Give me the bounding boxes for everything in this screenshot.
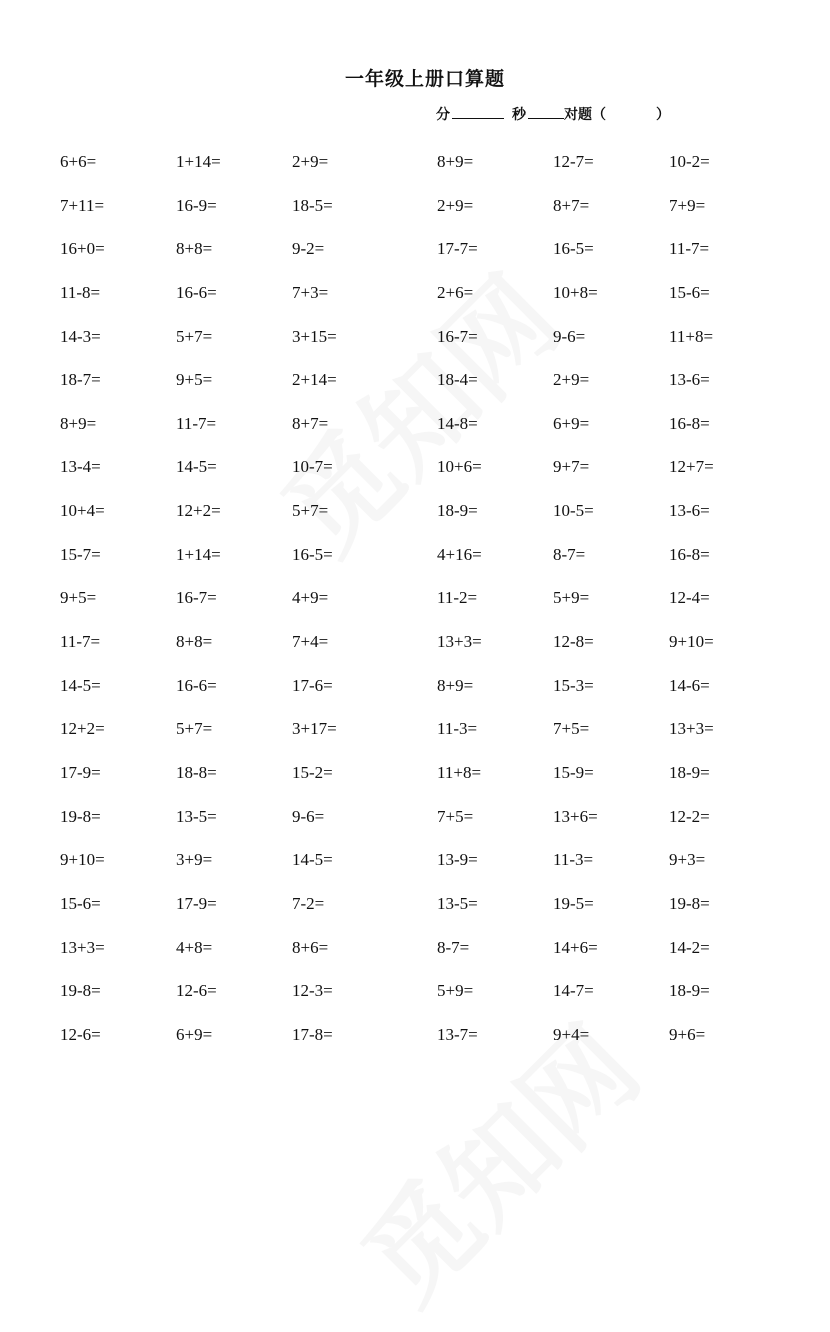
problem-cell: 17-8= (292, 1024, 333, 1044)
problem-cell: 8+7= (292, 413, 329, 433)
problem-cell: 15-6= (60, 893, 101, 913)
problem-cell: 13-7= (437, 1024, 478, 1044)
problem-cell: 17-7= (437, 239, 478, 259)
problem-cell: 19-8= (60, 981, 101, 1001)
problem-cell: 9+7= (553, 457, 590, 477)
problem-cell: 19-5= (553, 893, 594, 913)
problem-cell: 11-7= (176, 413, 217, 433)
problem-cell: 16-8= (669, 544, 710, 564)
problem-cell: 11-7= (669, 239, 710, 259)
problem-cell: 13-6= (669, 370, 710, 390)
problem-cell: 9-6= (292, 806, 325, 826)
problem-cell: 14-5= (176, 457, 217, 477)
problem-cell: 11+8= (437, 762, 482, 782)
problem-cell: 14-5= (292, 850, 333, 870)
problem-cell: 7-2= (292, 893, 325, 913)
problem-cell: 5+7= (292, 501, 329, 521)
problem-cell: 4+16= (437, 544, 482, 564)
problem-cell: 6+9= (176, 1024, 213, 1044)
score-line (436, 104, 670, 124)
problem-cell: 3+9= (176, 850, 213, 870)
page-title: 一年级上册口算题 (344, 68, 505, 90)
problem-cell: 1+14= (176, 544, 221, 564)
problem-cell: 16-6= (176, 282, 217, 302)
problem-cell: 5+7= (176, 719, 213, 739)
problem-cell: 10-5= (553, 501, 594, 521)
problem-cell: 16-5= (553, 239, 594, 259)
problem-cell: 11-7= (60, 632, 101, 652)
problem-cell: 8+7= (553, 195, 590, 215)
problem-cell: 12-3= (292, 981, 333, 1001)
problem-cell: 10-2= (669, 152, 710, 171)
problem-cell: 13-4= (60, 457, 101, 477)
problem-cell: 2+14= (292, 370, 337, 390)
problem-cell: 9-6= (553, 326, 586, 346)
problem-cell: 13-9= (437, 850, 478, 870)
problem-cell: 14-6= (669, 675, 710, 695)
problem-grid (60, 150, 759, 1066)
minute-label: 分 (436, 107, 450, 123)
problem-cell: 10+4= (60, 501, 105, 521)
problem-cell: 16+0= (60, 239, 105, 259)
problem-cell: 15-6= (669, 282, 710, 302)
problem-cell: 14-5= (60, 675, 101, 695)
second-label: 秒 (512, 107, 526, 123)
problem-cell: 8+8= (176, 632, 213, 652)
problem-cell: 8+6= (292, 937, 329, 957)
problem-cell: 18-5= (292, 195, 333, 215)
problem-cell: 7+5= (553, 719, 590, 739)
problem-cell: 2+9= (292, 152, 329, 171)
problem-cell: 18-9= (669, 762, 710, 782)
problem-cell: 8-7= (553, 544, 586, 564)
problem-cell: 9+10= (669, 632, 714, 652)
problem-cell: 14-8= (437, 413, 478, 433)
problem-cell: 3+15= (292, 326, 337, 346)
problem-cell: 11+8= (669, 326, 714, 346)
problem-cell: 10+6= (437, 457, 482, 477)
problem-cell: 12-4= (669, 588, 710, 608)
problem-cell: 2+9= (437, 195, 474, 215)
problem-cell: 16-8= (669, 413, 710, 433)
problem-cell: 5+9= (553, 588, 590, 608)
problem-cell: 11-8= (60, 282, 101, 302)
problem-cell: 9+10= (60, 850, 105, 870)
problem-cell: 6+9= (553, 413, 590, 433)
problem-cell: 18-9= (437, 501, 478, 521)
problem-cell: 2+9= (553, 370, 590, 390)
problem-cell: 9+5= (176, 370, 213, 390)
problem-cell: 16-7= (176, 588, 217, 608)
problem-cell: 3+17= (292, 719, 337, 739)
problem-cell: 12-7= (553, 152, 594, 171)
problem-cell: 15-7= (60, 544, 101, 564)
problem-cell: 4+8= (176, 937, 213, 957)
problem-cell: 9-2= (292, 239, 325, 259)
problem-cell: 2+6= (437, 282, 474, 302)
problem-cell: 16-5= (292, 544, 333, 564)
minute-blank (452, 106, 504, 119)
problem-cell: 13+3= (60, 937, 105, 957)
correct-close-paren: ） (656, 107, 670, 123)
problem-cell: 12-6= (60, 1024, 101, 1044)
problem-cell: 8-7= (437, 937, 470, 957)
second-blank (528, 106, 564, 119)
problem-cell: 8+9= (437, 152, 474, 171)
problem-cell: 11-3= (553, 850, 594, 870)
problem-cell: 5+9= (437, 981, 474, 1001)
problem-cell: 12-2= (669, 806, 710, 826)
problem-cell: 14-2= (669, 937, 710, 957)
problem-cell: 8+8= (176, 239, 213, 259)
problem-cell: 8+9= (60, 413, 97, 433)
problem-cell: 15-9= (553, 762, 594, 782)
problem-cell: 17-6= (292, 675, 333, 695)
problem-cell: 8+9= (437, 675, 474, 695)
problem-cell: 17-9= (60, 762, 101, 782)
problem-cell: 18-9= (669, 981, 710, 1001)
problem-cell: 11-3= (437, 719, 478, 739)
problem-cell: 14-7= (553, 981, 594, 1001)
problem-cell: 10-7= (292, 457, 333, 477)
problem-cell: 5+7= (176, 326, 213, 346)
problem-cell: 12+2= (176, 501, 221, 521)
problem-cell: 7+3= (292, 282, 329, 302)
problem-cell: 19-8= (60, 806, 101, 826)
problem-cell: 19-8= (669, 893, 710, 913)
problem-cell: 12-8= (553, 632, 594, 652)
problem-cell: 15-2= (292, 762, 333, 782)
problem-cell: 12-6= (176, 981, 217, 1001)
problem-cell: 16-7= (437, 326, 478, 346)
problem-cell: 4+9= (292, 588, 329, 608)
problem-cell: 9+3= (669, 850, 706, 870)
problem-cell: 12+2= (60, 719, 105, 739)
problem-cell: 13-5= (176, 806, 217, 826)
problem-cell: 7+4= (292, 632, 329, 652)
problem-cell: 9+5= (60, 588, 97, 608)
problem-cell: 13-6= (669, 501, 710, 521)
problem-cell: 9+4= (553, 1024, 590, 1044)
problem-cell: 7+11= (60, 195, 105, 215)
problem-cell: 13+6= (553, 806, 598, 826)
problem-cell: 14+6= (553, 937, 598, 957)
problem-cell: 7+5= (437, 806, 474, 826)
problem-cell: 16-9= (176, 195, 217, 215)
problem-cell: 9+6= (669, 1024, 706, 1044)
problem-cell: 13+3= (437, 632, 482, 652)
problem-cell: 15-3= (553, 675, 594, 695)
problem-cell: 6+6= (60, 152, 97, 171)
problem-cell: 17-9= (176, 893, 217, 913)
correct-label: 对题（ (564, 107, 606, 123)
problem-cell: 18-4= (437, 370, 478, 390)
problem-cell: 18-8= (176, 762, 217, 782)
problem-cell: 18-7= (60, 370, 101, 390)
problem-cell: 12+7= (669, 457, 714, 477)
problem-cell: 7+9= (669, 195, 706, 215)
problem-cell: 11-2= (437, 588, 478, 608)
problem-cell: 13+3= (669, 719, 714, 739)
problem-cell: 1+14= (176, 152, 221, 171)
problem-cell: 10+8= (553, 282, 598, 302)
problem-cell: 13-5= (437, 893, 478, 913)
problem-cell: 16-6= (176, 675, 217, 695)
problem-cell: 14-3= (60, 326, 101, 346)
